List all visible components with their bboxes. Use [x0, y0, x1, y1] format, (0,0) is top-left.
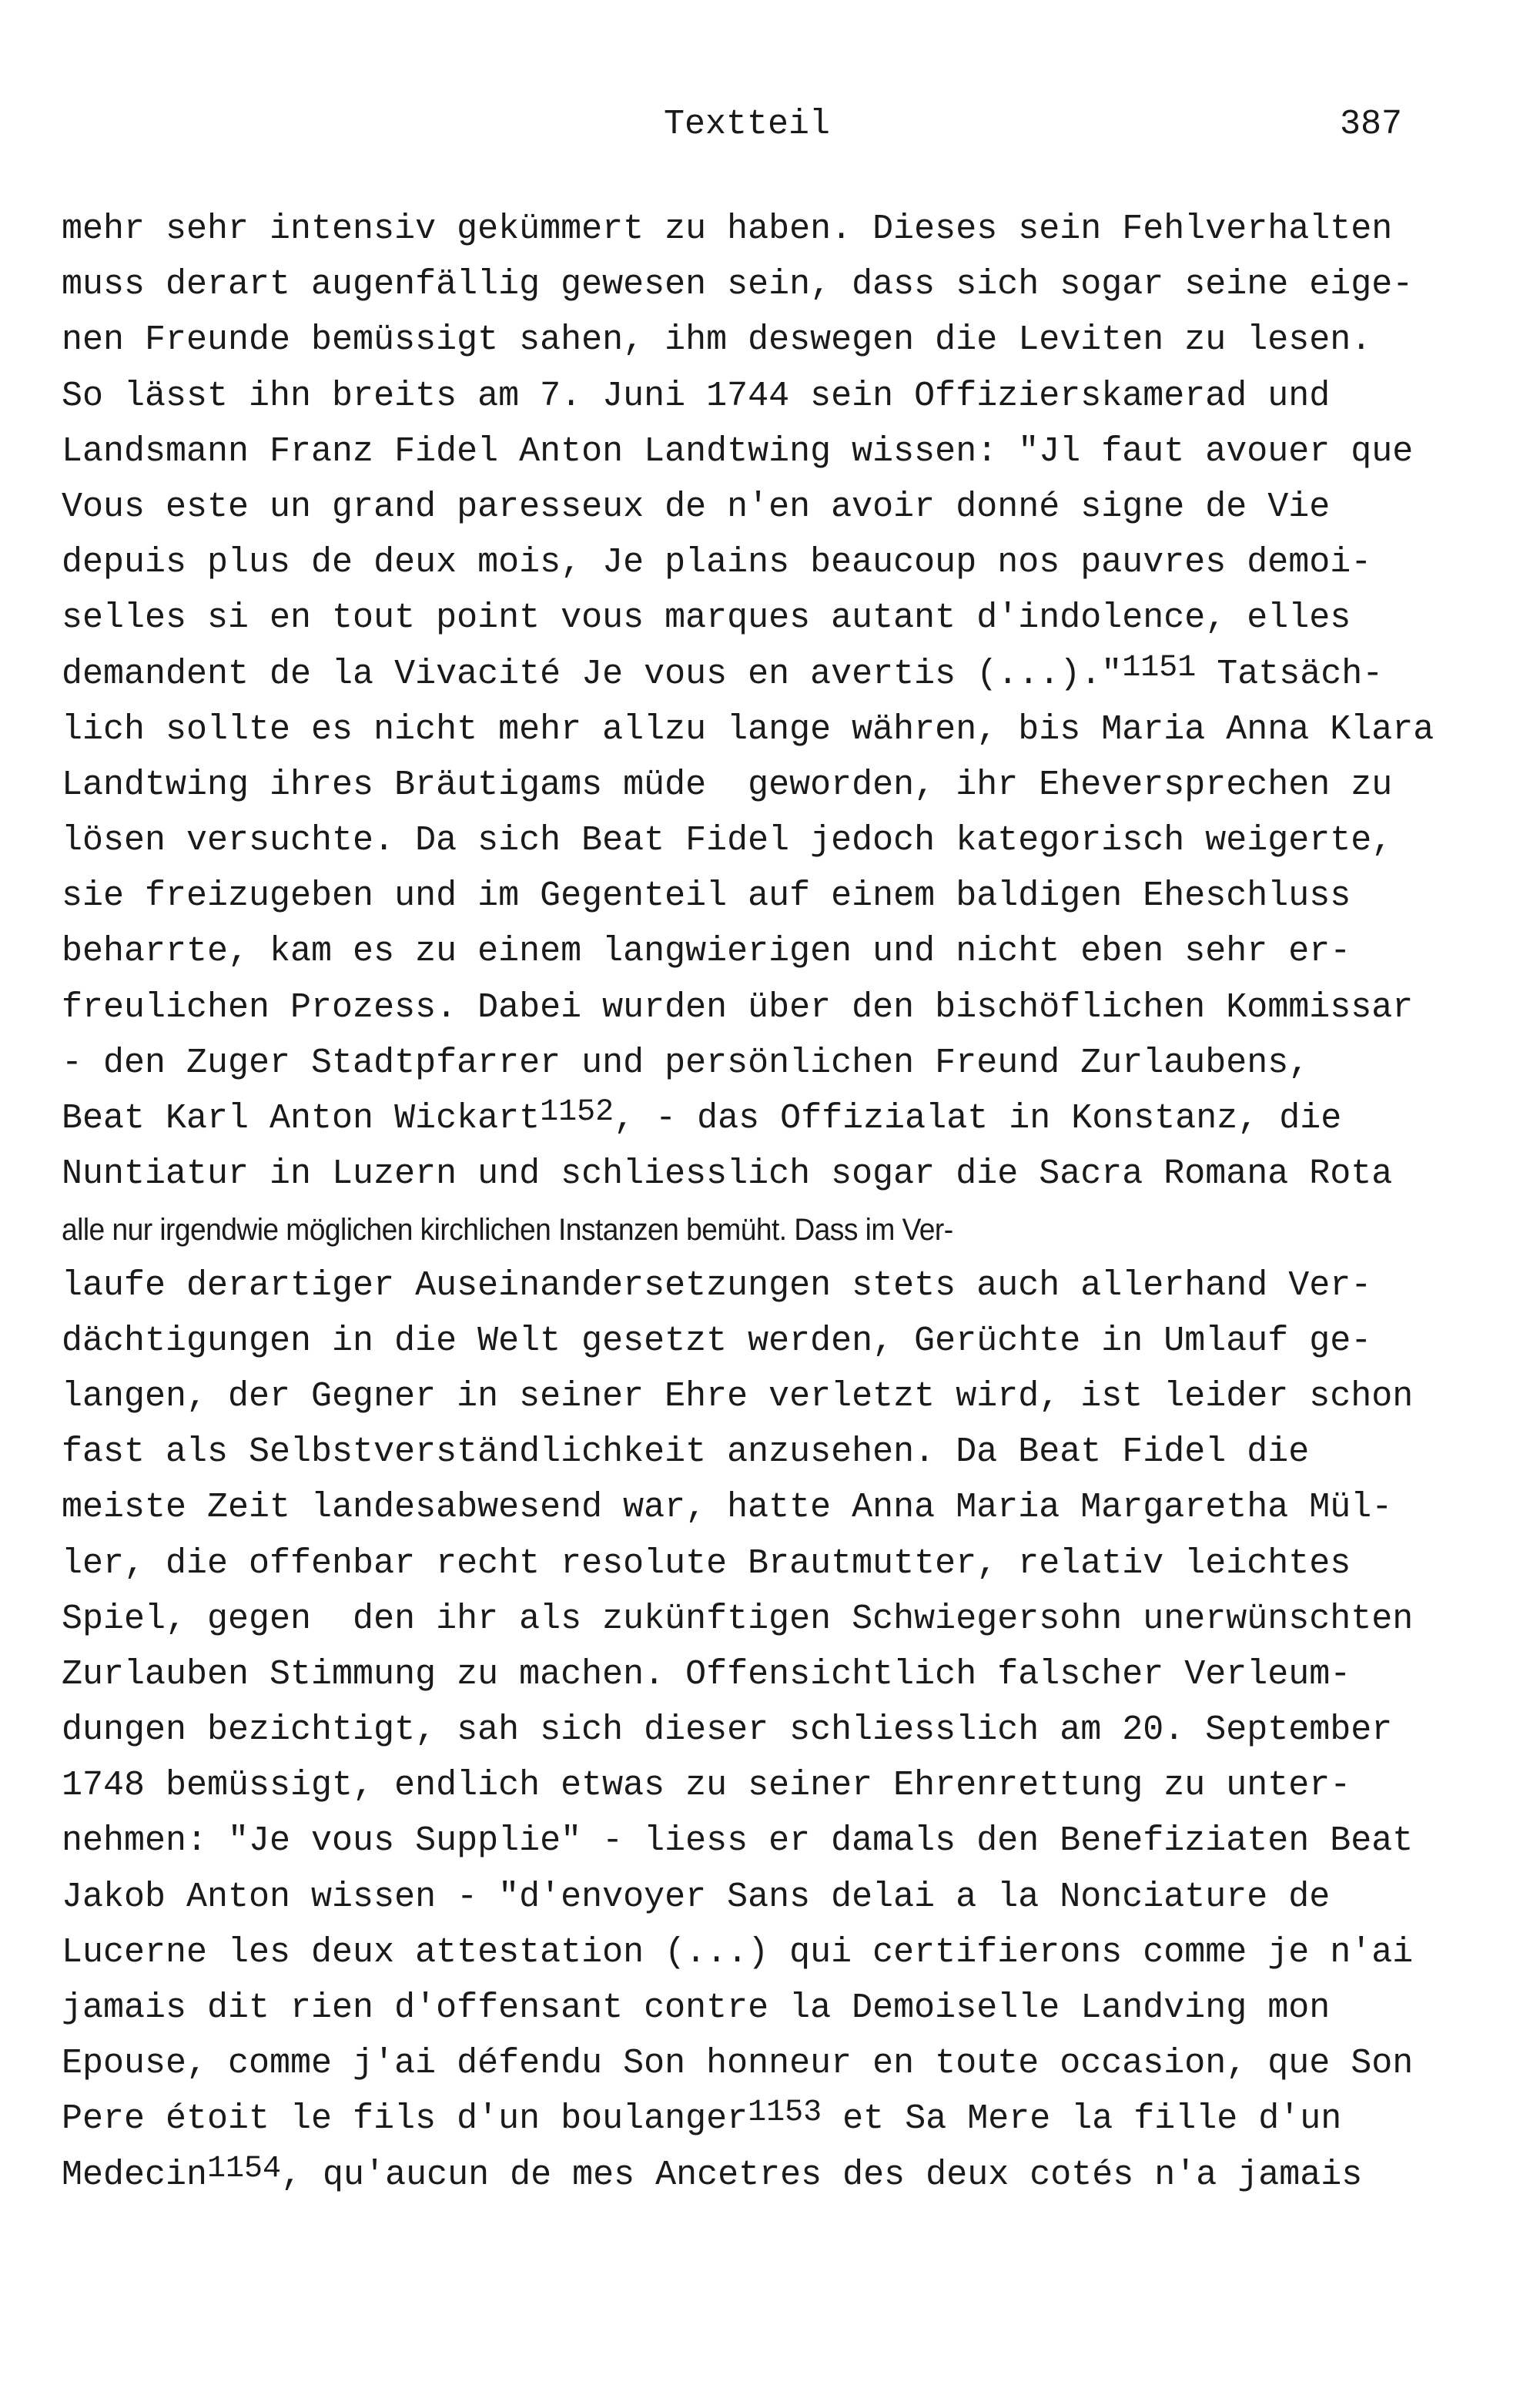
text-line: [62, 313, 1525, 368]
line-text: Nuntiatur in Luzern und schliesslich sogar die Sacra Romana Rota: [62, 1154, 1393, 1194]
line-text: muss derart augenfällig gewesen sein, dass sich sogar seine eige-: [62, 265, 1414, 305]
text-line: [62, 202, 1525, 257]
line-text: mehr sehr intensiv gekümmert zu haben. Dieses sein Fehlverhalten: [62, 209, 1393, 249]
line-text: Landsmann Franz Fidel Anton Landtwing wissen: "Jl faut avouer que: [62, 431, 1414, 471]
page-number: 387: [1340, 105, 1403, 144]
line-text: freulichen Prozess. Dabei wurden über den bischöflichen Kommissar: [62, 987, 1414, 1027]
text-line: [62, 480, 1525, 535]
line-text: Medecin: [62, 2155, 208, 2195]
line-text: , qu'aucun de mes Ancetres des deux cotés n'a jamais: [281, 2155, 1363, 2195]
text-line: [62, 369, 1525, 424]
text-line: [62, 702, 1525, 758]
text-line: [62, 1202, 1422, 1258]
text-line: [62, 980, 1525, 1036]
line-text: laufe derartiger Auseinandersetzungen stets auch allerhand Ver-: [62, 1265, 1372, 1305]
text-line: [62, 1258, 1525, 1314]
line-text: fast als Selbstverständlichkeit anzusehen. Da Beat Fidel die: [62, 1432, 1310, 1472]
line-text: - den Zuger Stadtpfarrer und persönlichen Freund Zurlaubens,: [62, 1043, 1310, 1083]
line-text: dungen bezichtigt, sah sich dieser schliesslich am 20. September: [62, 1710, 1393, 1750]
footnote-reference: 1151: [1122, 650, 1197, 685]
text-line: [62, 1814, 1525, 1869]
line-text: et Sa Mere la fille d'un: [822, 2099, 1342, 2139]
line-text: dächtigungen in die Welt gesetzt werden, Gerüchte in Umlauf ge-: [62, 1321, 1372, 1361]
line-text: beharrte, kam es zu einem langwierigen und nicht eben sehr er-: [62, 932, 1351, 972]
line-text: depuis plus de deux mois, Je plains beaucoup nos pauvres demoi-: [62, 543, 1372, 583]
text-line: [62, 1981, 1525, 2036]
text-line: [62, 1536, 1525, 1592]
line-text: 1748 bemüssigt, endlich etwas zu seiner Ehrenrettung zu unter-: [62, 1766, 1351, 1806]
text-line: [62, 1647, 1525, 1703]
text-line: [62, 1036, 1525, 1091]
line-text: lich sollte es nicht mehr allzu lange währen, bis Maria Anna Klara: [62, 709, 1435, 749]
text-line: [62, 924, 1525, 980]
text-line: [62, 869, 1525, 924]
text-line: [62, 1870, 1525, 1925]
line-text: meiste Zeit landesabwesend war, hatte Anna Maria Margaretha Mül-: [62, 1488, 1393, 1528]
body-text: [62, 202, 1525, 2203]
text-line: [62, 2092, 1525, 2147]
line-text: langen, der Gegner in seiner Ehre verletzt wird, ist leider schon: [62, 1376, 1414, 1416]
line-text: Beat Karl Anton Wickart: [62, 1099, 541, 1138]
text-line: [62, 813, 1525, 869]
line-text: Lucerne les deux attestation (...) qui certifierons comme je n'ai: [62, 1932, 1414, 1972]
line-text: Jakob Anton wissen - "d'envoyer Sans delai a la Nonciature de: [62, 1877, 1331, 1917]
text-line: [62, 1091, 1525, 1147]
line-text: lösen versuchte. Da sich Beat Fidel jedoch kategorisch weigerte,: [62, 821, 1393, 861]
text-line: [62, 1703, 1525, 1758]
text-line: [62, 1925, 1525, 1981]
footnote-reference: 1152: [540, 1095, 614, 1130]
text-line: [62, 591, 1525, 646]
line-text: Pere étoit le fils d'un boulanger: [62, 2099, 748, 2139]
text-line: [62, 1369, 1525, 1425]
text-line: [62, 1314, 1525, 1369]
line-text: Tatsäch-: [1196, 654, 1384, 694]
text-line: [62, 424, 1525, 480]
text-line: [62, 1592, 1525, 1647]
text-line: [62, 1480, 1525, 1536]
text-line: [62, 1147, 1525, 1202]
line-text: sie freizugeben und im Gegenteil auf einem baldigen Eheschluss: [62, 876, 1351, 916]
line-text: selles si en tout point vous marques autant d'indolence, elles: [62, 598, 1351, 638]
text-line: [62, 257, 1525, 313]
line-text: ler, die offenbar recht resolute Brautmutter, relativ leichtes: [62, 1543, 1351, 1583]
text-line: [62, 1758, 1525, 1814]
footnote-reference: 1154: [207, 2151, 282, 2186]
line-text: demandent de la Vivacité Je vous en avertis (...).": [62, 654, 1123, 694]
line-text: alle nur irgendwie möglichen kirchlichen Instanzen bemüht. Dass im Ver-: [62, 1213, 953, 1248]
line-text: So lässt ihn breits am 7. Juni 1744 sein Offizierskamerad und: [62, 376, 1331, 416]
text-line: [62, 535, 1525, 591]
line-text: Spiel, gegen den ihr als zukünftigen Schwiegersohn unerwünschten: [62, 1599, 1414, 1639]
text-line: [62, 758, 1525, 813]
line-text: jamais dit rien d'offensant contre la Demoiselle Landving mon: [62, 1988, 1331, 2028]
running-head: Textteil: [664, 105, 831, 144]
line-text: , - das Offizialat in Konstanz, die: [614, 1099, 1342, 1138]
line-text: Epouse, comme j'ai défendu Son honneur en toute occasion, que Son: [62, 2044, 1414, 2084]
text-line: [62, 2036, 1525, 2092]
footnote-reference: 1153: [748, 2095, 822, 2131]
line-text: nen Freunde bemüssigt sahen, ihm deswegen die Leviten zu lesen.: [62, 320, 1372, 360]
line-text: Vous este un grand paresseux de n'en avoir donné signe de Vie: [62, 487, 1331, 527]
line-text: nehmen: "Je vous Supplie" - liess er damals den Benefiziaten Beat: [62, 1821, 1414, 1861]
text-line: [62, 2148, 1525, 2203]
text-line: [62, 1425, 1525, 1480]
line-text: Zurlauben Stimmung zu machen. Offensichtlich falscher Verleum-: [62, 1654, 1351, 1694]
line-text: Landtwing ihres Bräutigams müde geworden, ihr Eheversprechen zu: [62, 765, 1393, 805]
text-line: [62, 647, 1525, 702]
